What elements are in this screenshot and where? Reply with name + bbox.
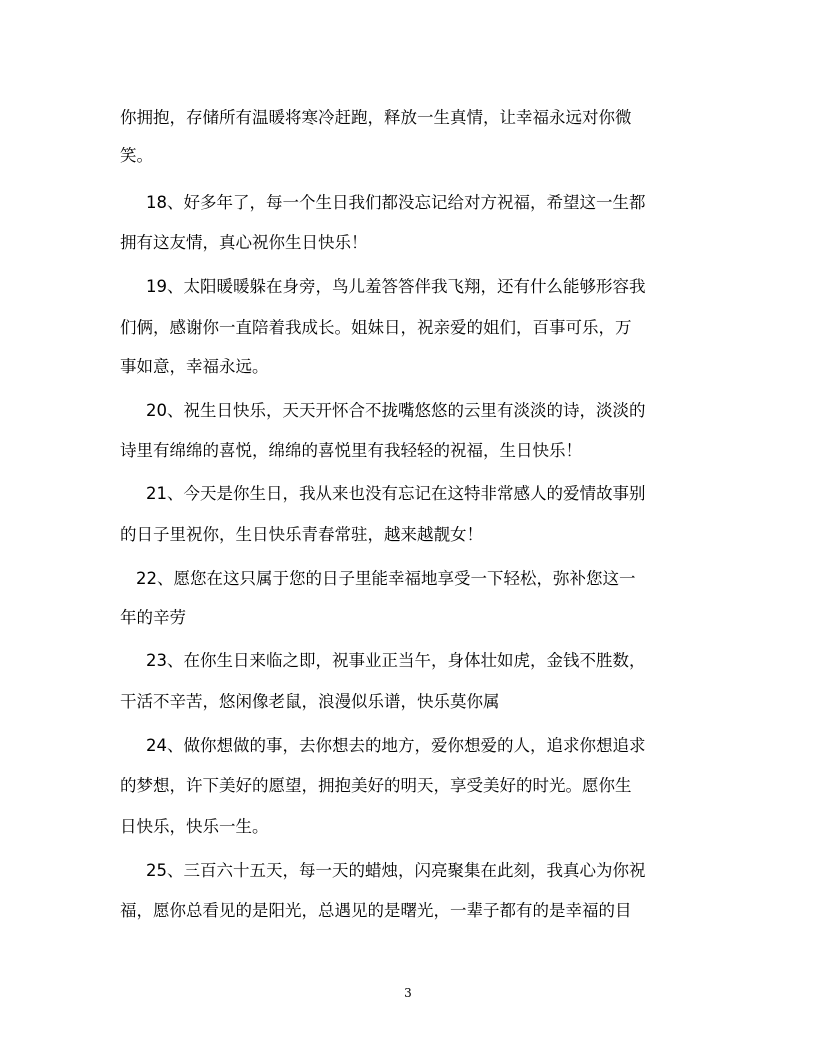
text-line: 21、今天是你生日，我从来也没有忘记在这特非常感人的爱情故事别 — [146, 484, 646, 503]
text-line: 24、做你想做的事，去你想去的地方，爱你想爱的人，追求你想追求 — [146, 736, 646, 755]
text-line: 23、在你生日来临之即，祝事业正当午，身体壮如虎，金钱不胜数， — [146, 651, 646, 670]
text-line: 的梦想，许下美好的愿望，拥抱美好的明天，享受美好的时光。愿你生 — [120, 776, 632, 795]
text-line: 诗里有绵绵的喜悦，绵绵的喜悦里有我轻轻的祝福，生日快乐！ — [120, 441, 582, 460]
text-line: 拥有这友情，真心祝你生日快乐！ — [120, 233, 368, 252]
text-line: 福，愿你总看见的是阳光，总遇见的是曙光，一辈子都有的是幸福的目 — [120, 901, 632, 920]
text-line: 事如意，幸福永远。 — [120, 357, 269, 376]
page-number: 3 — [404, 986, 412, 1000]
text-line: 19、太阳暖暖躲在身旁，鸟儿羞答答伴我飞翔，还有什么能够形容我 — [146, 277, 646, 296]
text-line: 你拥抱，存储所有温暖将寒冷赶跑，释放一生真情，让幸福永远对你微 — [120, 108, 632, 127]
text-line: 22、愿您在这只属于您的日子里能幸福地享受一下轻松，弥补您这一 — [136, 569, 636, 588]
text-line: 日快乐，快乐一生。 — [120, 817, 269, 836]
text-line: 们俩，感谢你一直陪着我成长。姐妹日，祝亲爱的姐们，百事可乐，万 — [120, 318, 632, 337]
text-line: 的日子里祝你，生日快乐青春常驻，越来越靓女！ — [120, 525, 483, 544]
text-line: 笑。 — [120, 146, 153, 165]
text-line: 25、三百六十五天，每一天的蜡烛，闪亮聚集在此刻，我真心为你祝 — [146, 861, 646, 880]
text-line: 18、好多年了，每一个生日我们都没忘记给对方祝福，希望这一生都 — [146, 193, 646, 212]
text-line: 干活不辛苦，悠闲像老鼠，浪漫似乐谱，快乐莫你属 — [120, 692, 500, 711]
text-line: 20、祝生日快乐，天天开怀合不拢嘴悠悠的云里有淡淡的诗，淡淡的 — [146, 401, 646, 420]
text-line: 年的辛劳 — [120, 608, 186, 627]
